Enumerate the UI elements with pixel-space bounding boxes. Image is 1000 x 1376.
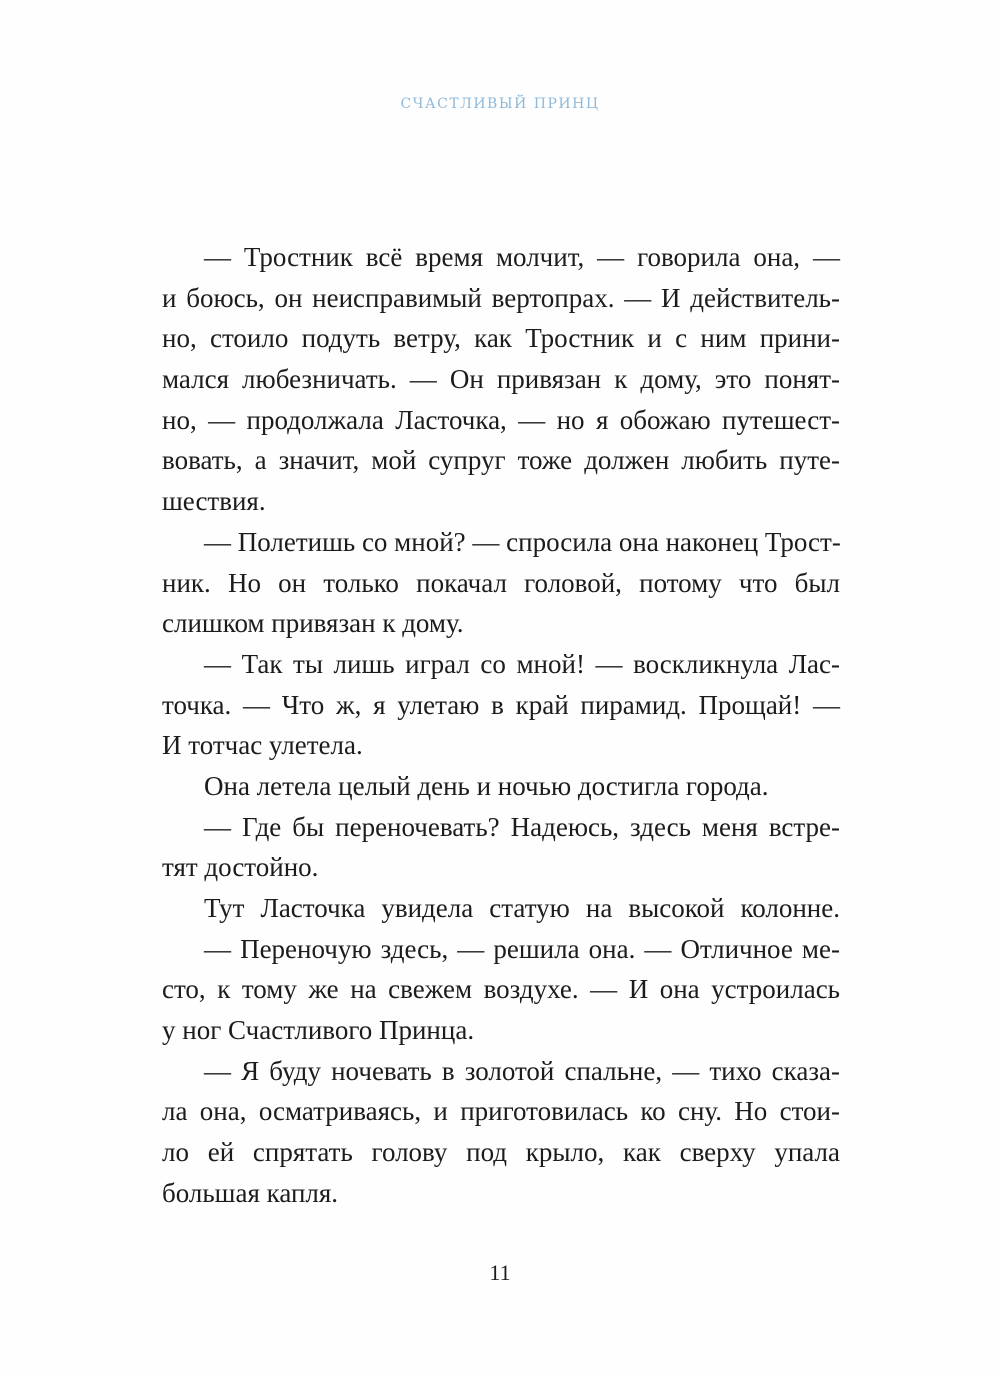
text-line: — Где бы переночевать? Надеюсь, здесь меня встре- xyxy=(204,811,840,842)
page-number: 11 xyxy=(489,1260,511,1285)
running-head: СЧАСТЛИВЫЙ ПРИНЦ xyxy=(400,96,600,112)
text-line: сто, к тому же на свежем воздухе. — И она устроилась xyxy=(162,974,840,1005)
text-line: — Полетишь со мной? — спросила она наконец Трост- xyxy=(204,526,841,557)
body-text xyxy=(162,237,840,1214)
text-line: Она летела целый день и ночью достигла города. xyxy=(204,770,769,801)
text-line: вовать, а значит, мой супруг тоже должен любить путе- xyxy=(162,445,840,476)
text-line: — Тростник всё время молчит, — говорила она, — xyxy=(204,242,840,272)
text-line: точка. — Что ж, я улетаю в край пирамид. Прощай! — xyxy=(162,689,840,720)
text-line: — Переночую здесь, — решила она. — Отличное ме- xyxy=(204,933,840,964)
text-line: ник. Но он только покачал головой, потому что был xyxy=(162,567,840,598)
text-line: шествия. xyxy=(162,486,266,517)
text-line: Тут Ласточка увидела статую на высокой колонне. xyxy=(204,893,840,923)
text-line: но, — продолжала Ласточка, — но я обожаю путешест- xyxy=(162,404,840,435)
text-line: мался любезничать. — Он привязан к дому, это понят- xyxy=(162,364,840,395)
text-line: И тотчас улетела. xyxy=(162,730,363,761)
text-line: — Так ты лишь играл со мной! — воскликнула Лас- xyxy=(204,648,840,679)
text-line: но, стоило подуть ветру, как Тростник и с ним прини- xyxy=(162,323,840,354)
text-line: большая капля. xyxy=(162,1177,339,1208)
text-line: ла она, осматриваясь, и приготовилась ко сну. Но стои- xyxy=(162,1096,840,1127)
text-line: у ног Счастливого Принца. xyxy=(162,1015,475,1046)
text-line: ло ей спрятать голову под крыло, как сверху упала xyxy=(162,1137,840,1168)
text-line: тят достойно. xyxy=(162,852,319,883)
text-line: — Я буду ночевать в золотой спальне, — тихо сказа- xyxy=(204,1055,840,1086)
text-line: и боюсь, он неисправимый вертопрах. — И действитель- xyxy=(162,282,840,313)
text-line: слишком привязан к дому. xyxy=(162,608,464,639)
